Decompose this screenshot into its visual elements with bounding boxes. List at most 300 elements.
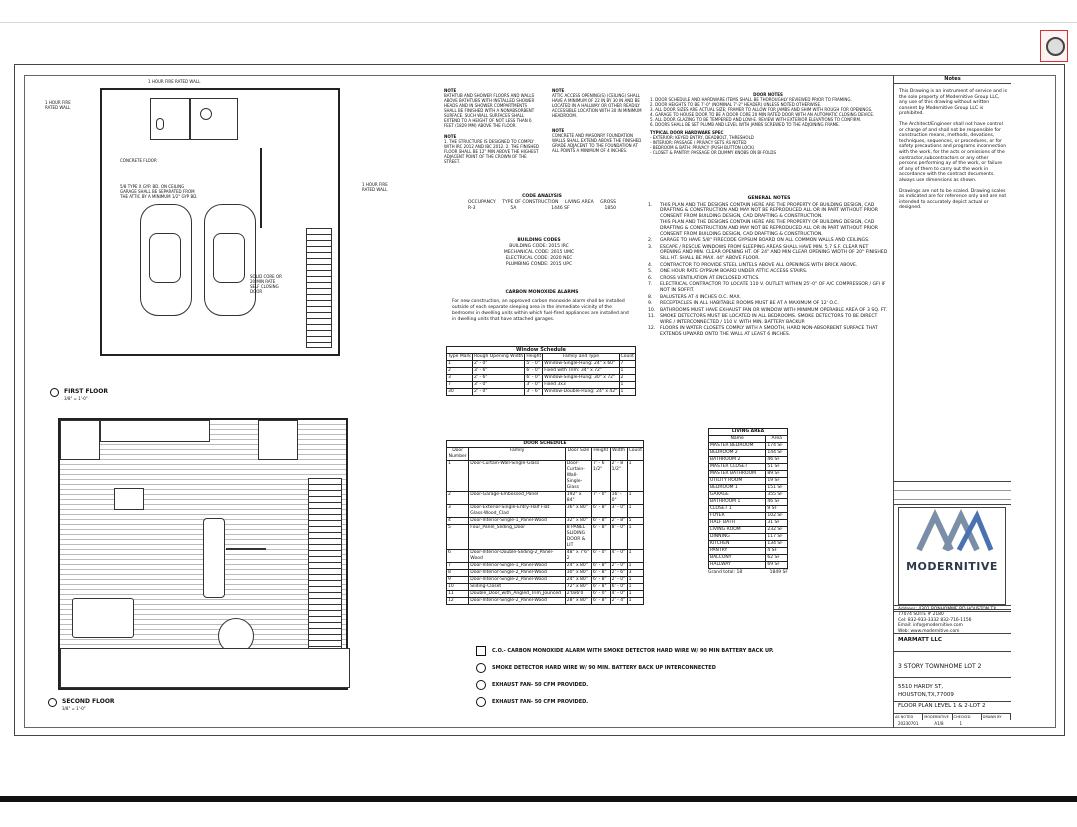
door-schedule-cell: Door-Interior-Double-Sliding-2_Panel-Wood: [469, 550, 565, 563]
door-schedule-cell: 28" x 80": [565, 598, 591, 605]
living-area-row: [709, 541, 788, 548]
window-schedule-cell: 2: [447, 368, 473, 375]
door-schedule-cell: 24" x 80": [565, 577, 591, 584]
half-bath-2: [258, 420, 298, 460]
door-schedule-row: [447, 550, 644, 563]
legend-item: [476, 663, 816, 673]
door-note-item: 6. DOORS SHALL BE SET PLUMB AND LEVEL WITH JAMBS SCREWED TO THE ADJOINING FRAME.: [650, 122, 840, 127]
living-area-row: [709, 555, 788, 562]
window-schedule-cell: 5' - 0": [525, 361, 543, 368]
legend-text: C.O.- CARBON MONOXIDE ALARM WITH SMOKE DETECTOR HARD WIRE W/ 90 MIN BATTERY BACK UP.: [492, 648, 774, 654]
door-schedule-row: [447, 525, 644, 550]
legend-item: [476, 697, 816, 707]
total-label: Grand total: 18: [708, 570, 743, 575]
code-analysis-header: OCCUPANCY: [468, 200, 496, 205]
sheet-info-cell: DRAWN BY: [982, 714, 1011, 720]
living-area-cell: HALLWAY: [709, 562, 766, 569]
door-schedule-cell: 6' - 8": [592, 577, 611, 584]
door-hardware-item: - EXTERIOR: KEYED ENTRY, DEADBOLT, THRESHOLD: [650, 135, 754, 140]
window-schedule-row: [447, 389, 636, 396]
window-schedule-row: [447, 375, 636, 382]
legend-item: [476, 646, 816, 656]
general-note-text: CROSS VENTILATION AT ENCLOSED ATTICS.: [660, 275, 760, 281]
second-floor-plan: [58, 418, 348, 711]
door-schedule-cell: 6' - 0": [592, 591, 611, 598]
window-schedule-cell: 2' - 6": [472, 375, 524, 382]
door-schedule-cell: 6' - 8": [592, 525, 611, 550]
door-schedule-cell: 6' - 8": [592, 505, 611, 518]
notes-column-1: [444, 88, 539, 164]
co-alarms-text: For new construction, an approved carbon monoxide alarm shall be installed outside of each separate sleeping area in the immediate vicinity of the bedrooms in dwelling units within which fuel-fired appliances are installed and in dwelling units that have attached garages.: [452, 299, 629, 322]
door-note-item: 5. ALL DOOR GLAZING TO BE TEMPERED AND LOW-E. REVIEW WITH EXTERIOR ELEVATIONS TO CONFIRM.: [650, 117, 862, 122]
living-area-cell: BATHROOM 2: [709, 457, 766, 464]
door-schedule-row: [447, 492, 644, 505]
building-codes-heading: BUILDING CODES: [517, 238, 561, 243]
living-area-cell: 31 SF: [766, 520, 788, 527]
code-analysis-value: R-3: [468, 206, 476, 211]
window-schedule-cell: 2: [619, 375, 635, 382]
door-schedule-column-header: Door Number: [447, 448, 469, 461]
general-note-number: [648, 220, 656, 237]
door-schedule-cell: 2' - 6": [611, 570, 626, 575]
window-schedule-column-header: Rough Opening Width: [474, 354, 524, 359]
garage-door-wall: [100, 354, 340, 356]
living-area-row: [709, 471, 788, 478]
car-left-roof: [149, 233, 181, 283]
door-hardware-list: [650, 135, 886, 155]
door-schedule-cell: 2' - 4": [611, 598, 626, 603]
window-schedule-header: [447, 354, 636, 361]
door-schedule-cell: 6' - 0": [592, 550, 611, 563]
window-schedule-cell: 7: [447, 382, 473, 389]
legend-text: SMOKE DETECTOR HARD WIRE W/ 90 MIN. BATTERY BACK UP INTERCONNECTED: [492, 665, 716, 671]
door-schedule-cell: 1: [447, 461, 469, 492]
second-floor-title: SECOND FLOOR: [62, 698, 115, 705]
general-notes-heading: GENERAL NOTES: [747, 196, 791, 201]
door-schedule-cell: 1: [627, 584, 643, 591]
living-area-row: [709, 464, 788, 471]
co-alarms: [452, 290, 632, 323]
door-note-item: 1. DOOR SCHEDULE AND HARDWARE ITEMS SHALL BE THOROUGHLY REVIEWED PRIOR TO FRAMING.: [650, 97, 852, 102]
door-schedule-row: [447, 505, 644, 518]
general-note-item: [648, 245, 890, 262]
code-analysis-header: TYPE OF CONSTRUCTION: [502, 200, 559, 205]
garage-ceiling-note: 5/8 TYPE X GYP. BD. ON CEILING GARAGE SHALL BE SEPARATED FROM THE ATTIC BY A MINIMUM 1/2" GYP BD.: [120, 184, 198, 199]
door-schedule: [446, 440, 644, 605]
living-area-cell: 89 SF: [766, 471, 788, 478]
general-notes-list: [648, 203, 890, 338]
door-schedule-cell: 5: [627, 518, 643, 525]
door-schedule-cell: 6' - 8": [592, 598, 611, 605]
sheet-meta: [898, 721, 962, 726]
window-schedule-column-header: Count: [620, 354, 634, 359]
door-schedule-cell: 8: [447, 570, 469, 577]
company-web: Web: www.modernitive.com: [898, 628, 960, 634]
bottom-border: [0, 796, 1077, 802]
door-schedule-cell: 1: [627, 591, 643, 598]
door-schedule-cell: 11: [447, 591, 469, 598]
client-name: MARMATT LLC: [898, 637, 942, 643]
notes-paragraph: Drawings are not to be scaled. Drawing scales as indicated are for reference only and are not intended to accurately depict actual or designed.: [899, 188, 1007, 211]
exhaust-fan-icon: [476, 680, 486, 690]
living-area-cell: BATHROOM 1: [709, 499, 766, 506]
door-schedule-cell: Door-Garage-Embossed_Panel: [469, 492, 565, 505]
window-schedule-cell: 1: [447, 361, 473, 368]
window-schedule-cell: 7: [619, 361, 635, 368]
living-area-cell: MASTER BEDROOM: [709, 443, 766, 450]
window-schedule-row: [447, 382, 636, 389]
general-note-item: [648, 282, 890, 293]
door-schedule-column-header: Height: [592, 448, 611, 461]
living-area-cell: 19 SF: [766, 478, 788, 485]
door-schedule-cell: 48" x 7'6" 2: [565, 550, 591, 563]
general-note-item: [648, 295, 890, 301]
general-notes: [648, 196, 890, 338]
door-schedule-row: [447, 461, 644, 492]
window-schedule-cell: 1: [619, 382, 635, 389]
door-schedule-cell: 4' - 0": [610, 550, 627, 563]
door-schedule-cell: 7: [447, 563, 469, 570]
living-area-cell: 69 SF: [766, 562, 788, 569]
door-schedule-column-header: Count: [627, 448, 643, 461]
door-schedule-row: [447, 563, 644, 570]
door-schedule-cell: 5: [447, 525, 469, 550]
door-schedule-cell: Double_Door_with_Angled_Trim_Jounced: [469, 591, 565, 598]
window-schedule-column-header: Type Mark: [448, 354, 471, 359]
door-schedule-column-header: Family: [469, 448, 565, 461]
living-area-row: [709, 450, 788, 457]
master-closet-room: [60, 420, 100, 460]
sheet-info-row: [894, 713, 1011, 720]
balcony: [60, 648, 350, 688]
living-area-row: [709, 562, 788, 569]
living-area-cell: BEDROOM 1: [709, 485, 766, 492]
door-schedule-cell: Door-Curtain-Wall-Single-Glass: [565, 461, 591, 492]
section-marker-icon: [50, 388, 59, 397]
door-hardware-item: - INTERIOR: PASSAGE / PRIVACY SETS AS NOTED: [650, 140, 747, 145]
living-area-cell: 62 SF: [766, 555, 788, 562]
window-schedule-table: [446, 346, 636, 396]
door-schedule-cell: 12: [447, 598, 469, 605]
door-schedule-cell: 7' - 6 1/2": [592, 461, 611, 492]
code-analysis-value: 5A: [510, 206, 517, 211]
building-codes: [480, 238, 598, 268]
door-schedule-cell: 6' - 8": [592, 563, 611, 570]
kitchen-counter: [100, 420, 210, 442]
door-schedule-cell: 3: [627, 570, 643, 577]
living-area-cell: 232 SF: [766, 527, 788, 534]
modernitive-logo-icon: [899, 508, 1005, 556]
door-schedule-cell: 8 PANEL SLIDING DOOR & LIT: [565, 525, 591, 550]
door-rating-note: SOLID CORE OR 20 MIN RATE SELF CLOSING DOOR: [250, 274, 282, 294]
living-area-row: [709, 492, 788, 499]
living-area-cell: 151 SF: [766, 485, 788, 492]
door-schedule-cell: 6' - 8": [592, 584, 611, 591]
door-schedule-cell: 10: [447, 584, 469, 591]
window-schedule: [446, 346, 636, 396]
door-schedule-cell: 6' - 8": [592, 518, 611, 525]
site-address-line1: 5510 HARDY ST,: [898, 684, 944, 690]
door-schedule-cell: Door-Curtain-Wall-Single-Glass: [469, 461, 565, 492]
door-schedule-row: [447, 570, 644, 577]
door-schedule-cell: 2' - 8": [611, 518, 626, 523]
company-email: Email: info@modernitive.com: [898, 623, 963, 629]
window-schedule-cell: 30: [447, 389, 473, 396]
notes-paragraph: This Drawing is an instrument of service and is the sole property of Modernitive Group LLC, any use of this drawing without written consent by Modernitive Group LLC is prohibited.: [899, 89, 1007, 117]
living-area-cell: CLOSET 1: [709, 506, 766, 513]
door-notes-list: [650, 97, 886, 127]
living-area-cell: BALCONY: [709, 555, 766, 562]
living-area-row: [709, 548, 788, 555]
window-schedule-column-header: Height: [526, 354, 542, 359]
sheet-info-cell: AS NOTED: [894, 714, 923, 720]
general-note-number: 4.: [648, 262, 653, 268]
door-schedule-cell: Sliding-Closet: [469, 584, 565, 591]
door-schedule-cell: 1: [627, 525, 643, 550]
general-note-text: CONTRACTOR TO PROVIDE STEEL LINTELS ABOVE ALL OPENINGS WITH BRICK ABOVE.: [660, 262, 858, 268]
living-area-cell: 174 SF: [766, 443, 788, 450]
general-note-text: RECEPTACLES IN ALL HABITABLE ROOMS MUST BE AT A MAXIMUM OF 12' O.C.: [660, 301, 839, 307]
window-schedule-cell: 6' - 0": [525, 375, 543, 382]
car-right-icon: [204, 204, 256, 316]
window-schedule-cell: 3' - 0": [472, 382, 524, 389]
note-text: 1. THE STRUCTURE IS DESIGNED TO COMPLY WITH IRC 2012 AND IBC 2012. 2. THE FINISHED FLOOR SHALL BE 12" MIN ABOVE THE HIGHEST ADJACENT POINT OF THE CROWN OF THE STREET.: [444, 139, 539, 164]
door-schedule-cell: 3: [447, 505, 469, 518]
window-schedule-cell: Window-Single-Hung: 30" x 72": [543, 375, 619, 382]
general-note-number: 9.: [648, 301, 653, 307]
car-right-roof: [213, 233, 245, 283]
living-area-row: [709, 520, 788, 527]
section-marker-icon: [48, 698, 57, 707]
living-area-cell: LIVING ROOM: [709, 527, 766, 534]
window-schedule-cell: 3' - 6": [525, 389, 543, 396]
sheet-info-cell: MODERNITIVE: [923, 714, 952, 720]
note-heading: NOTE: [552, 128, 565, 133]
window-schedule-column-header: Family and Type: [543, 354, 619, 361]
living-area-row: [709, 527, 788, 534]
general-note-number: 5.: [648, 269, 653, 275]
living-area-row: [709, 485, 788, 492]
door-hardware-heading: TYPICAL DOOR HARDWARE SPEC: [650, 130, 724, 135]
door-schedule-cell: Door-Interior-Single-1_Panel-Wood: [469, 518, 565, 525]
living-area-cell: DINNING: [709, 534, 766, 541]
note-heading: NOTE: [444, 88, 457, 93]
general-note-text: ONE HOUR RATE GYPSUM BOARD UNDER ATTIC ACCESS STAIRS.: [660, 269, 808, 275]
window-schedule-title: Window Schedule: [447, 347, 636, 354]
door-schedule-title: DOOR SCHEDULE: [447, 441, 644, 448]
general-note-text: ELECTRICAL CONTRACTOR TO LOCATE 110 V. OUTLET WITHIN 25'-0" OF A/C COMPRESSOR / GFI IF NOT IN SOFFIT.: [660, 282, 886, 293]
general-note-item: [648, 203, 890, 220]
living-area-row: [709, 457, 788, 464]
company-address: Address: 4301 BONHOMME RD HOUSTON TX 77074 SUITE # 2180: [898, 607, 997, 618]
general-note-text: BALUSTERS AT 4 INCHES O.C. MAX.: [660, 294, 742, 300]
living-area-title: LIVING AREA: [709, 429, 788, 436]
legend-text: EXHAUST FAN- 50 CFM PROVIDED.: [492, 682, 589, 688]
door-schedule-cell: 1: [627, 577, 643, 584]
exhaust-fan-icon: [476, 697, 486, 707]
code-analysis-value: 1850: [604, 206, 616, 211]
building-code-item: BUILDING CODE: 2015 IRC: [509, 244, 569, 249]
second-floor-scale: 3/8" = 1'-0": [62, 706, 86, 711]
note-heading: NOTE: [444, 134, 457, 139]
interior-wall: [260, 148, 262, 228]
approval-stamp: [1040, 30, 1068, 62]
project-name: 3 STORY TOWNHOME LOT 2: [898, 663, 982, 670]
living-area-cell: 46 SF: [766, 457, 788, 464]
general-note-item: [648, 276, 890, 282]
door-schedule-cell: 32" x 80": [565, 518, 591, 525]
door-schedule-cell: 1: [627, 461, 643, 492]
general-note-text: FLOORS IN WATER CLOSETS COMPLY WITH A SMOOTH, HARD NON-ABSORBENT SURFACE THAT EXTENDS UPWARD ONTO THE WALL AT LEAST 6 INCHES.: [660, 326, 878, 338]
door-note-item: 3. ALL DOOR SIZES ARE ACTUAL SIZE; FRAMER TO ALLOW FOR JAMBS AND SHIM WITH ROUGH FOR OPENINGS.: [650, 107, 873, 112]
door-schedule-cell: 2: [447, 492, 469, 505]
general-note-number: 10.: [648, 307, 656, 313]
sheet-date: 20230701: [898, 721, 919, 726]
general-note-item: [648, 326, 890, 337]
car-left-icon: [140, 204, 192, 316]
door-hardware-item: - BEDROOM & BATH: PRIVACY (PUSH BUTTON LOCK): [650, 145, 755, 150]
concrete-floor-label: CONCRETE FLOOR: [120, 158, 157, 163]
code-analysis-value: 1446 SF: [551, 206, 570, 211]
living-area-column-header: Area: [766, 436, 788, 443]
general-note-number: 2.: [648, 238, 653, 244]
door-notes-heading: DOOR NOTES: [753, 92, 783, 97]
living-area-cell: KITCHEN: [709, 541, 766, 548]
door-schedule-cell: 4' - 0": [611, 591, 626, 596]
door-schedule-cell: 1: [627, 550, 643, 563]
living-area-cell: GARAGE: [709, 492, 766, 499]
door-schedule-cell: 1: [627, 598, 643, 605]
door-schedule-cell: 2' - 8 1/2": [610, 461, 627, 492]
door-note-item: 2. DOOR HEIGHTS TO BE 7'-0" (NOMINAL 7'-2" HEADER) UNLESS NOTED OTHERWISE.: [650, 102, 822, 107]
door-schedule-row: [447, 518, 644, 525]
first-floor-stairs: [306, 228, 332, 348]
general-note-text: SMOKE DETECTORS MUST BE LOCATED IN ALL BEDROOMS. SMOKE DETECTORS TO BE DIRECT WIRE / INTERCONNECTED / 110 V. WITH MIN. BATTERY BACKUP.: [660, 314, 878, 325]
company-name: MODERNITIVE: [906, 560, 998, 573]
door-schedule-cell: 2' - 0": [611, 577, 626, 582]
door-schedule-cell: 6' - 8": [592, 570, 611, 577]
living-area-row: [709, 443, 788, 450]
seal-icon: [1046, 37, 1065, 56]
living-area-cell: 46 SF: [766, 499, 788, 506]
living-area-cell: MASTER CLOSET: [709, 464, 766, 471]
sheet-title: FLOOR PLAN LEVEL 1 & 2-LOT 2: [898, 703, 986, 709]
total-value: 1849 SF: [769, 570, 788, 575]
window-schedule-cell: 1: [619, 368, 635, 375]
door-schedule-cell: 72" x 80": [565, 584, 591, 591]
code-analysis: [468, 194, 616, 212]
smoke-detector-icon: [476, 663, 486, 673]
window-schedule-cell: Fixed with Trim: 34" x 72": [543, 368, 619, 375]
toilet-icon: [156, 118, 164, 130]
living-area-cell: BEDROOM 2: [709, 450, 766, 457]
general-note-text: ESCAPE / RESCUE WINDOWS FROM SLEEPING AREAS SHALL HAVE MIN. 5.7 S.F. CLEAR NET OPENING AND MIN. CLEAR OPENING HT. OF 24" AND MIN CLEAR OPENING WIDTH OF 20" FINISHED SILL HT. SHALL BE MAX. 44" ABOVE FLOOR.: [660, 244, 888, 261]
dining-table-icon: [72, 598, 134, 638]
window-schedule-cell: 1: [619, 389, 635, 396]
building-code-item: PLUMBING CONDE: 2015 UPC: [505, 262, 573, 267]
window-schedule-cell: 3' - 6": [472, 368, 524, 375]
door-schedule-cell: 24" x 80": [565, 563, 591, 570]
door-schedule-cell: Door-Interior-Single-1_Panel-Wood: [469, 563, 565, 570]
general-note-item: [648, 220, 890, 237]
door-notes: [650, 92, 886, 155]
code-analysis-values: [468, 206, 616, 212]
door-schedule-cell: Four_Panel_Sliding_Door: [469, 525, 565, 550]
door-schedule-cell: 30" x 80": [565, 570, 591, 577]
door-schedule-row: [447, 598, 644, 605]
first-floor-scale: 3/8" = 1'-0": [64, 396, 88, 401]
door-schedule-cell: Door-Interior-Single-2_Panel-Wood: [469, 598, 565, 605]
window-schedule-row: [447, 361, 636, 368]
general-note-text: THIS PLAN AND THE DESIGNS CONTAIN HERE ARE THE PROPERTY OF BUILDING DESIGN, CAD DRAFTING & CONSTRUCTION AND MAY NOT BE REPRODUCED ALL OR IN PART WITHOUT PRIOR CONSENT FROM BUILDING DESIGN, CAD DRAFTING & CONSTRUCTION.: [660, 220, 878, 237]
window-schedule-cell: 3' - 0": [525, 382, 543, 389]
general-note-text: THIS PLAN AND THE DESIGNS CONTAIN HERE ARE THE PROPERTY OF BUILDING DESIGN, CAD DRAFTING & CONSTRUCTION AND MAY NOT BE REPRODUCED ALL OR IN PART WITHOUT PRIOR CONSENT FROM BUILDING DESIGN, CAD DRAFTING & CONSTRUCTION.: [660, 202, 878, 219]
general-note-number: 8.: [648, 294, 653, 300]
door-schedule-cell: Door-Interior-Single-2_Panel-Wood: [469, 570, 565, 577]
utility-room: [190, 98, 238, 140]
living-area-cell: 355 SF: [766, 492, 788, 499]
company-logo-block: [898, 507, 1006, 605]
notes-block: [899, 89, 1007, 211]
living-area-cell: FOYER: [709, 513, 766, 520]
notes-paragraph: The Architect/Engineer shall not have control or charge of and shall not be responsible for construction means, methods, devations, techniques, sequences, or procedures, or for safety precautions and programs inconnection with the work, for the acts or omissions of the contractor,subcontractors or any other persons performing ay of the work, or failure of any of them to carry out the work in accordance with the contract documents. always use dimensions as shown.: [899, 121, 1007, 183]
company-phone: Cel: 832-933-3332 832-716-1156: [898, 617, 972, 623]
general-note-number: 3.: [648, 244, 653, 250]
door-note-item: 4. GARAGE TO HOUSE DOOR TO BE A DOOR CORE 20 MIN RATED DOOR WITH AN AUTOMATIC CLOSING DEVICE.: [650, 112, 875, 117]
general-note-item: [648, 238, 890, 244]
viewer-top-bar: [0, 0, 1077, 23]
living-area-cell: UTILITY ROOM: [709, 478, 766, 485]
door-schedule-cell: 2'0x6'0: [565, 591, 591, 598]
note-text: BATHTUB AND SHOWER FLOORS AND WALLS ABOVE BATHTUBS WITH INSTALLED SHOWER HEADS AND IN SHOWER COMPARTMENTS SHALL BE FINISHED WITH A NONABSORBENT SURFACE. SUCH WALL SURFACES SHALL EXTEND TO A HEIGHT OF NOT LESS THAN 6 FEET (1829 MM) ABOVE THE FLOOR.: [444, 93, 535, 128]
general-note-number: 12.: [648, 326, 656, 332]
sink-icon: [200, 108, 212, 120]
general-note-number: 11.: [648, 314, 656, 320]
living-area-row: [709, 478, 788, 485]
note-text: ATTIC ACCESS OPENING(S) (CEILING) SHALL HAVE A MINIMUM OF 22 IN BY 30 IN AND BE LOCATED IN A HALLWAY OR OTHER READILY ACCESSIBLE LOCATION WITH 30 IN MINIMUM HEADROOM.: [552, 93, 642, 118]
building-code-item: MECHANICAL CODE: 2015 UMC: [503, 250, 575, 255]
door-schedule-row: [447, 584, 644, 591]
window-schedule-row: [447, 368, 636, 375]
general-note-item: [648, 314, 890, 325]
door-schedule-row: [447, 591, 644, 598]
living-area-row: [709, 499, 788, 506]
living-area-total: [708, 570, 788, 575]
living-area-row: [709, 513, 788, 520]
window-schedule-cell: 2' - 0": [472, 361, 524, 368]
door-schedule-column-header: Door Size: [565, 448, 591, 461]
door-schedule-cell: 36" x 80": [565, 505, 591, 518]
door-schedule-column-header: Width: [610, 448, 627, 461]
fire-wall-label-top: 1 HOUR FIRE RATED WALL: [148, 79, 201, 84]
door-schedule-cell: 1: [627, 563, 643, 570]
window-schedule-cell: 3: [447, 375, 473, 382]
first-floor-title: FIRST FLOOR: [64, 388, 108, 395]
door-schedule-cell: 9: [447, 577, 469, 584]
kitchen-island: [114, 488, 144, 510]
living-area-header: [709, 436, 788, 443]
legend-item: [476, 680, 816, 690]
fire-wall-label-left: 1 HOUR FIRE RATED WALL: [45, 100, 71, 110]
building-code-item: ELECTRICAL CODE: 2020 NEC: [505, 256, 573, 261]
code-analysis-heading: CODE ANALYSIS: [522, 194, 562, 199]
general-note-item: [648, 301, 890, 307]
window-schedule-cell: 2' - 0": [472, 389, 524, 396]
notes-column-2: [552, 88, 642, 153]
living-area-table: [708, 428, 788, 569]
door-schedule-cell: 1: [627, 492, 643, 505]
door-schedule-cell: 6' - 0": [611, 584, 626, 589]
